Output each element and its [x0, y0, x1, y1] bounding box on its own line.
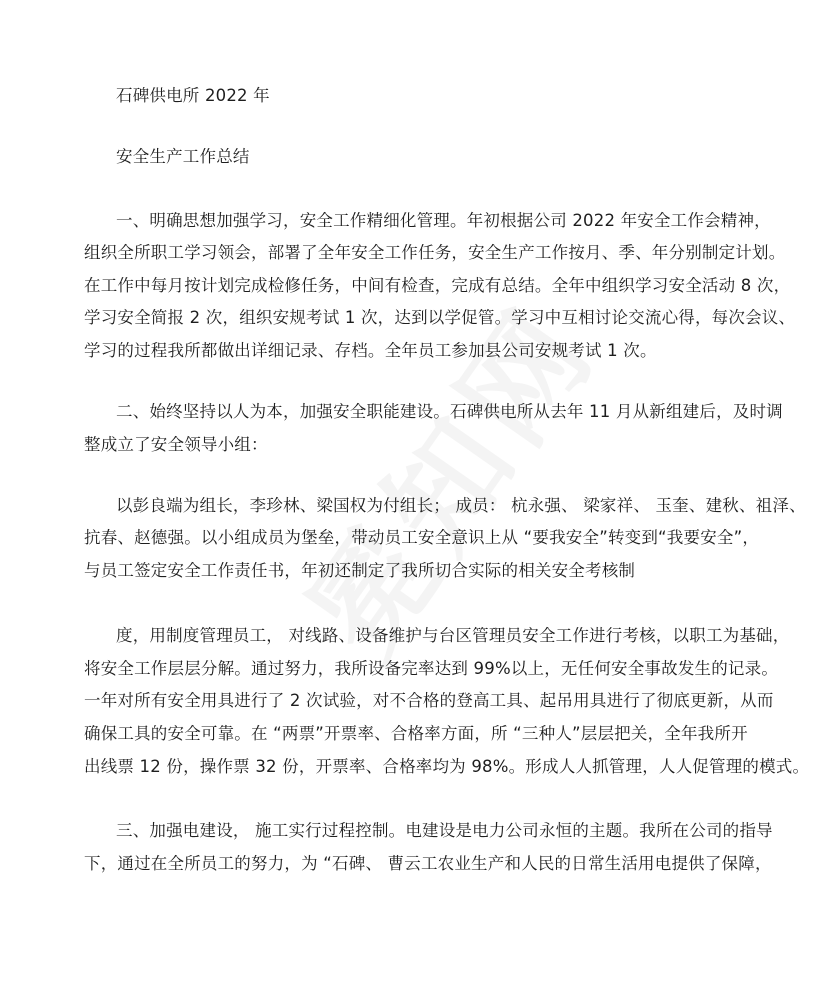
paragraph-line: 组织全所职工学习领会，部署了全年安全工作任务，安全生产工作按月、季、年分别制定计划。 — [84, 243, 786, 262]
paragraph-line: 出线票 12 份，操作票 32 份，开票率、合格率均为 98%。形成人人抓管理，人人促管理的模式。 — [84, 757, 810, 776]
paragraph-line: 下，通过在全所员工的努力，为 “石碑、 曹云工农业生产和人民的日常生活用电提供了保障， — [84, 854, 772, 873]
paragraph-line: 一年对所有安全用具进行了 2 次试验，对不合格的登高工具、起吊用具进行了彻底更新，从而 — [84, 691, 774, 710]
paragraph-line: 确保工具的安全可靠。在 “两票”开票率、合格率方面，所 “三种人”层层把关，全年我所开 — [84, 724, 748, 743]
paragraph-line: 抗春、赵德强。以小组成员为堡垒，带动员工安全意识上从 “要我安全”转变到“我要安全”， — [84, 528, 760, 547]
paragraph-line: 整成立了安全领导小组： — [84, 435, 268, 454]
document-title: 石碑供电所 2022 年 — [116, 86, 270, 105]
paragraph-line: 学习的过程我所都做出详细记录、存档。全年员工参加县公司安规考试 1 次。 — [84, 341, 657, 360]
paragraph-line: 二、始终坚持以人为本，加强安全职能建设。石碑供电所从去年 11 月从新组建后，及时调 — [116, 402, 783, 421]
paragraph-line: 学习安全简报 2 次，组织安规考试 1 次，达到以学促管。学习中互相讨论交流心得，每次会议、 — [84, 308, 796, 327]
paragraph-line: 一、明确思想加强学习，安全工作精细化管理。年初根据公司 2022 年安全工作会精神， — [116, 211, 771, 230]
paragraph-line: 度，用制度管理员工， 对线路、设备维护与台区管理员安全工作进行考核，以职工为基础， — [116, 626, 790, 645]
document-subtitle: 安全生产工作总结 — [116, 147, 250, 166]
paragraph-line: 将安全工作层层分解。通过努力，我所设备完率达到 99%以上，无任何安全事故发生的记录。 — [84, 659, 779, 678]
paragraph-line: 三、加强电建设， 施工实行过程控制。电建设是电力公司永恒的主题。我所在公司的指导 — [116, 821, 773, 840]
paragraph-line: 与员工签定安全工作责任书，年初还制定了我所切合实际的相关安全考核制 — [84, 561, 636, 580]
paragraph-line: 以彭良端为组长，李珍林、梁国权为付组长； 成员： 杭永强、 梁家祥、 玉奎、建秋、祖泽、 — [116, 496, 806, 515]
watermark — [263, 267, 628, 685]
paragraph-line: 在工作中每月按计划完成检修任务，中间有检查，完成有总结。全年中组织学习安全活动 8 次， — [84, 276, 791, 295]
